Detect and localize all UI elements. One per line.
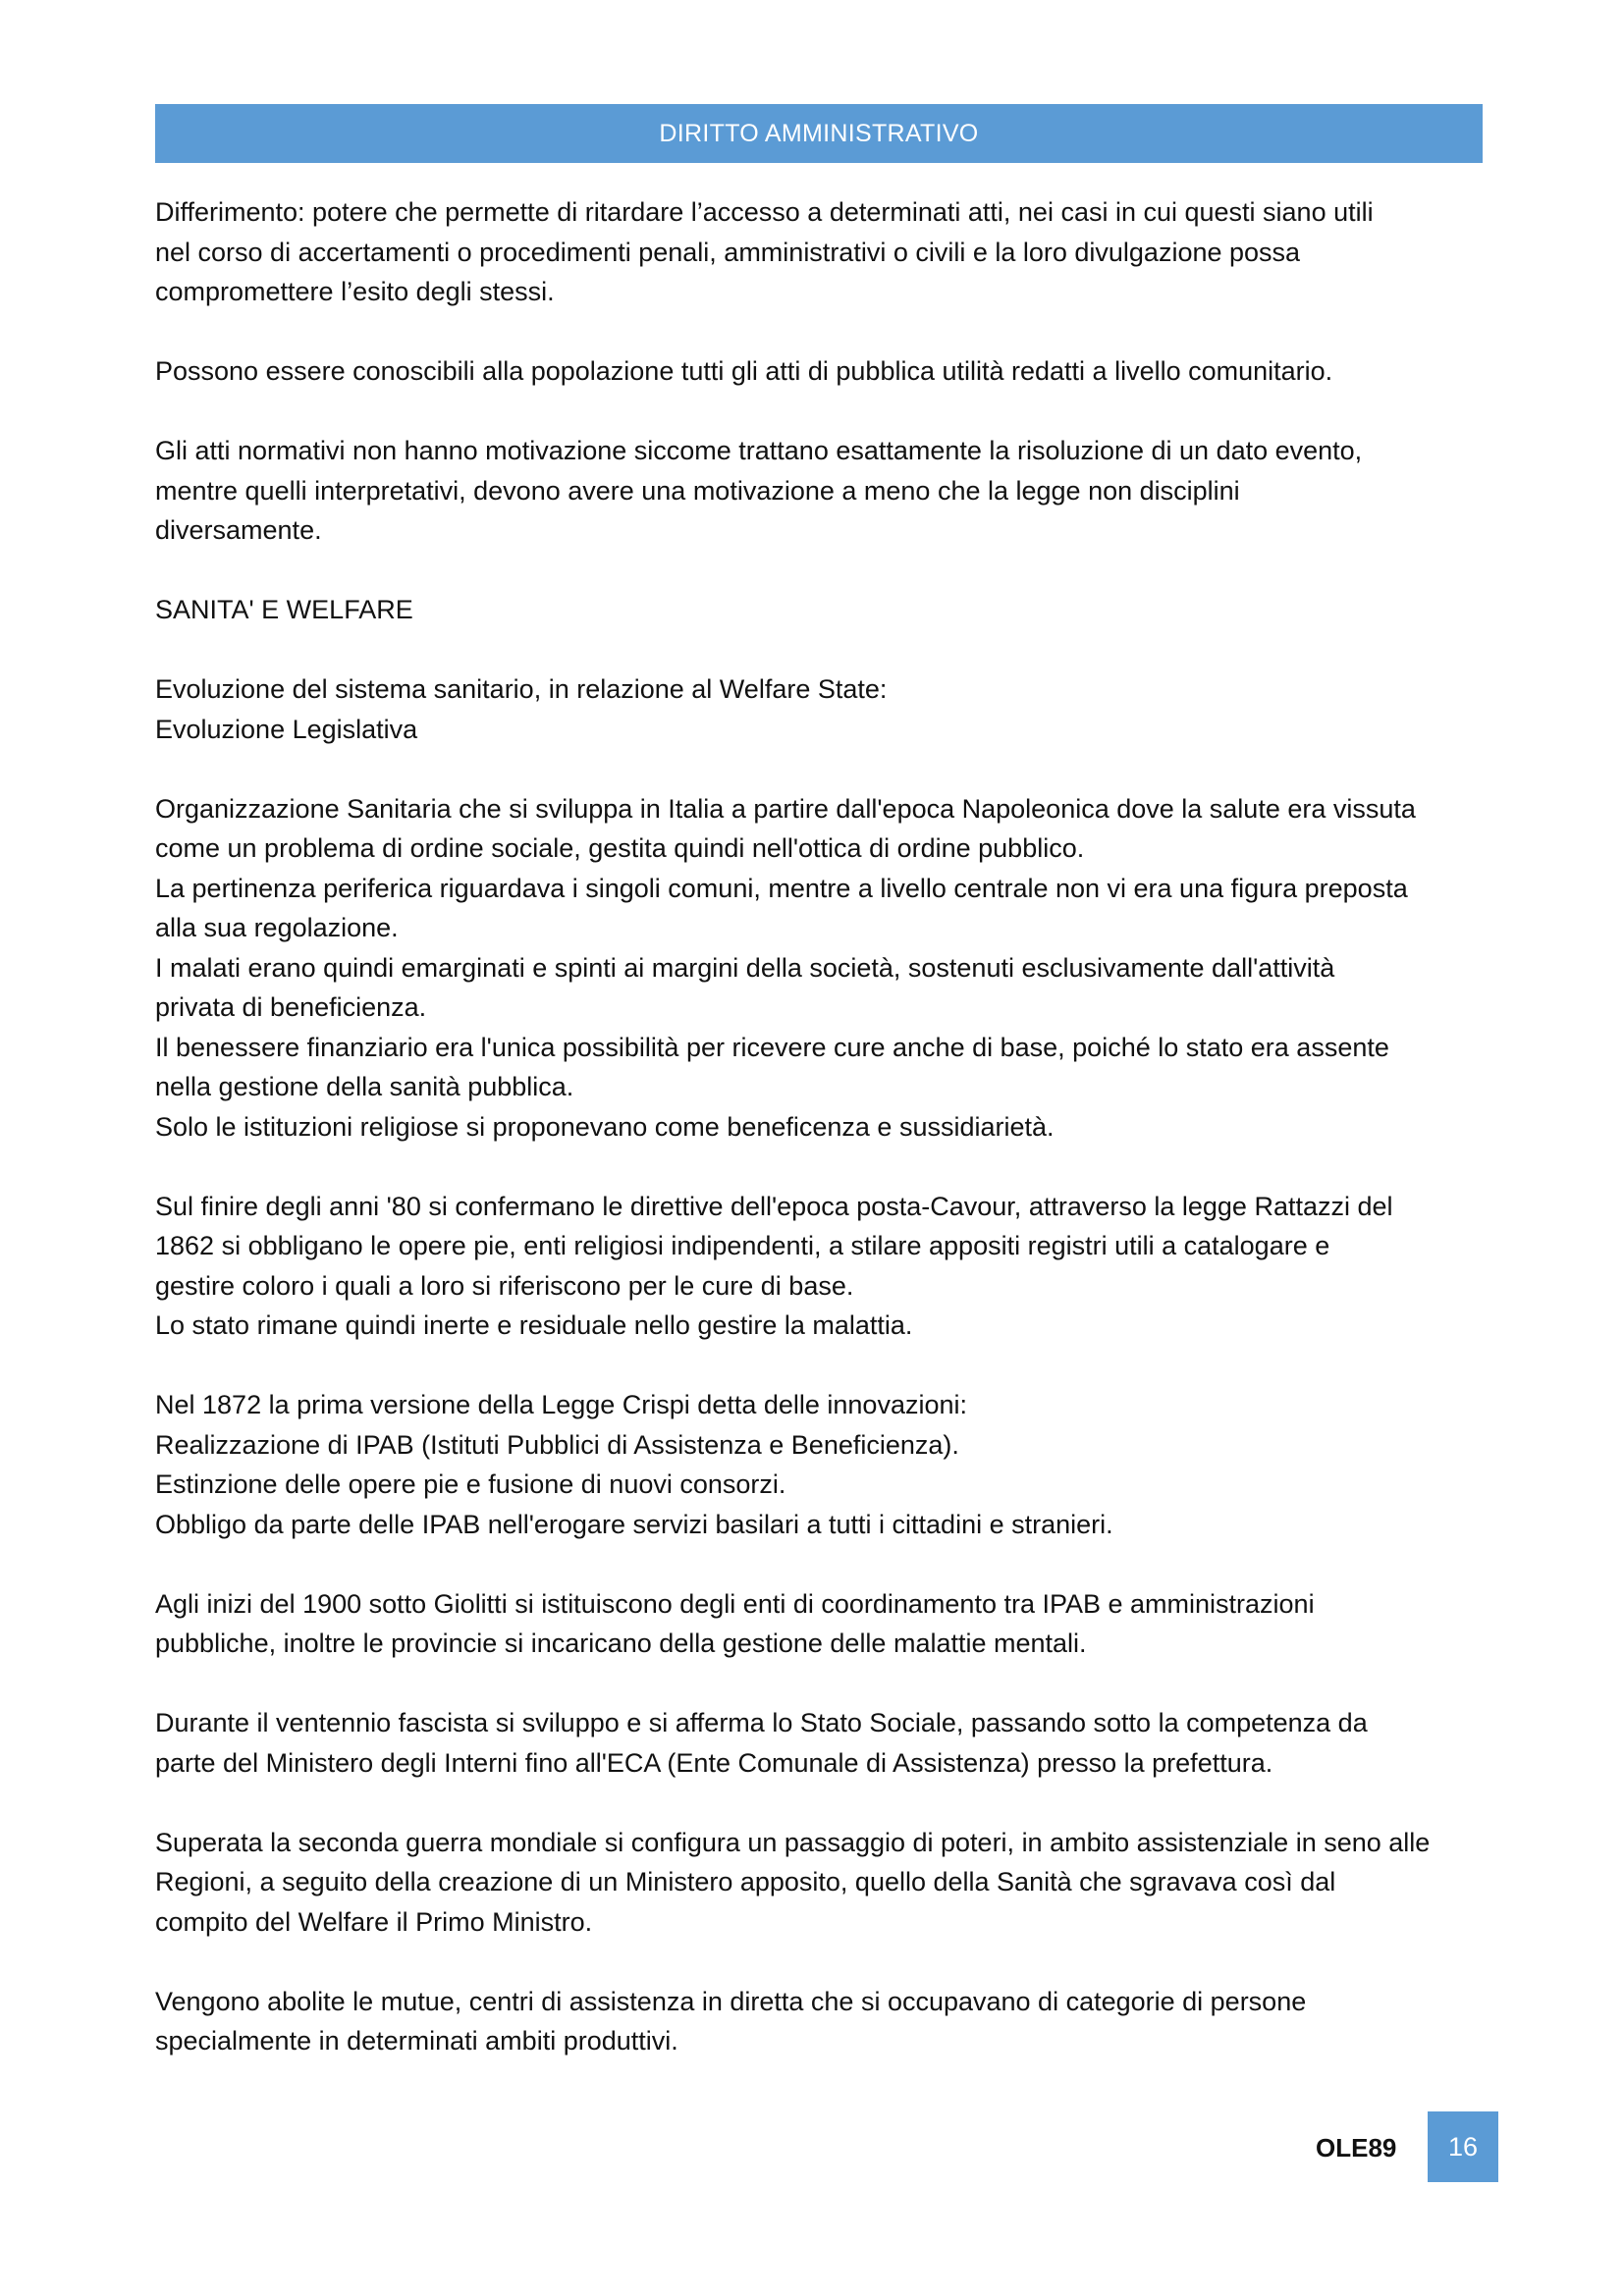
paragraph [155, 351, 1500, 392]
text-line: privata di beneficienza. [155, 992, 427, 1022]
text-line: Superata la seconda guerra mondiale si configura un passaggio di poteri, in ambito assistenziale in seno alle [155, 1827, 1431, 1857]
header-bar [155, 104, 1483, 163]
text-line: Solo le istituzioni religiose si proponevano come beneficenza e sussidiarietà. [155, 1111, 1055, 1142]
text-line: nel corso di accertamenti o procedimenti penali, amministrativi o civili e la loro divulgazione possa [155, 237, 1301, 267]
text-line: Differimento: potere che permette di ritardare l’accesso a determinati atti, nei casi in cui questi siano utili [155, 197, 1374, 227]
page-number: 16 [1428, 2111, 1498, 2182]
paragraph [155, 1187, 1500, 1346]
paragraph [155, 1982, 1500, 2061]
paragraph [155, 1703, 1500, 1783]
text-line: nella gestione della sanità pubblica. [155, 1072, 574, 1101]
paragraph [155, 1823, 1500, 1943]
text-line: Agli inizi del 1900 sotto Giolitti si istituiscono degli enti di coordinamento tra IPAB e amministrazioni [155, 1588, 1315, 1619]
text-line: pubbliche, inoltre le provincie si incaricano della gestione delle malattie mentali. [155, 1629, 1087, 1658]
paragraph [155, 1385, 1500, 1544]
paragraph [155, 669, 1500, 749]
text-line: Gli atti normativi non hanno motivazione siccome trattano esattamente la risoluzione di un dato evento, [155, 436, 1363, 465]
text-line: I malati erano quindi emarginati e spinti ai margini della società, sostenuti esclusivamente dall'attività [155, 952, 1335, 983]
text-line: come un problema di ordine sociale, gestita quindi nell'ottica di ordine pubblico. [155, 833, 1085, 863]
text-line: mentre quelli interpretativi, devono avere una motivazione a meno che la legge non disciplini [155, 475, 1240, 506]
text-line: Sul finire degli anni '80 si confermano le direttive dell'epoca posta-Cavour, attraverso la legge Rattazzi del [155, 1191, 1393, 1221]
text-line: Estinzione delle opere pie e fusione di nuovi consorzi. [155, 1469, 786, 1499]
paragraph [155, 590, 1500, 630]
text-line: Evoluzione Legislativa [155, 714, 418, 744]
text-line: Nel 1872 la prima versione della Legge Crispi detta delle innovazioni: [155, 1390, 967, 1419]
text-line: Il benessere finanziario era l'unica possibilità per ricevere cure anche di base, poiché lo stato era assente [155, 1032, 1389, 1062]
paragraph [155, 431, 1500, 551]
text-line: specialmente in determinati ambiti produttivi. [155, 2026, 678, 2056]
document-body [155, 192, 1500, 2101]
text-line: Lo stato rimane quindi inerte e residuale nello gestire la malattia. [155, 1310, 913, 1340]
paragraph [155, 789, 1500, 1148]
text-line: compromettere l’esito degli stessi. [155, 277, 555, 306]
text-line: Realizzazione di IPAB (Istituti Pubblici di Assistenza e Beneficienza). [155, 1429, 959, 1460]
paragraph [155, 192, 1500, 312]
text-line: alla sua regolazione. [155, 913, 399, 942]
text-line: compito del Welfare il Primo Ministro. [155, 1906, 593, 1937]
text-line: diversamente. [155, 515, 322, 545]
text-line: La pertinenza periferica riguardava i singoli comuni, mentre a livello centrale non vi era una figura preposta [155, 873, 1408, 903]
text-line: Evoluzione del sistema sanitario, in relazione al Welfare State: [155, 674, 888, 704]
text-line: Obbligo da parte delle IPAB nell'erogare servizi basilari a tutti i cittadini e stranieri. [155, 1509, 1113, 1539]
text-line: Organizzazione Sanitaria che si sviluppa in Italia a partire dall'epoca Napoleonica dove la salute era vissuta [155, 793, 1416, 824]
text-line: parte del Ministero degli Interni fino all'ECA (Ente Comunale di Assistenza) presso la prefettura. [155, 1747, 1273, 1778]
text-line: Durante il ventennio fascista si sviluppo e si afferma lo Stato Sociale, passando sotto la competenza da [155, 1708, 1368, 1737]
document-title: DIRITTO AMMINISTRATIVO [659, 120, 979, 147]
paragraph [155, 1584, 1500, 1664]
text-line: Regioni, a seguito della creazione di un Ministero apposito, quello della Sanità che sgravava così dal [155, 1867, 1336, 1896]
text-line: Vengono abolite le mutue, centri di assistenza in diretta che si occupavano di categorie di persone [155, 1986, 1307, 2016]
text-line: gestire coloro i quali a loro si riferiscono per le cure di base. [155, 1270, 854, 1301]
text-line: 1862 si obbligano le opere pie, enti religiosi indipendenti, a stilare appositi registri utili a catalogare e [155, 1231, 1330, 1260]
text-line: Possono essere conoscibili alla popolazione tutti gli atti di pubblica utilità redatti a livello comunitario. [155, 356, 1333, 386]
footer-brand: OLE89 [1316, 2133, 1397, 2163]
text-line: SANITA' E WELFARE [155, 595, 413, 624]
